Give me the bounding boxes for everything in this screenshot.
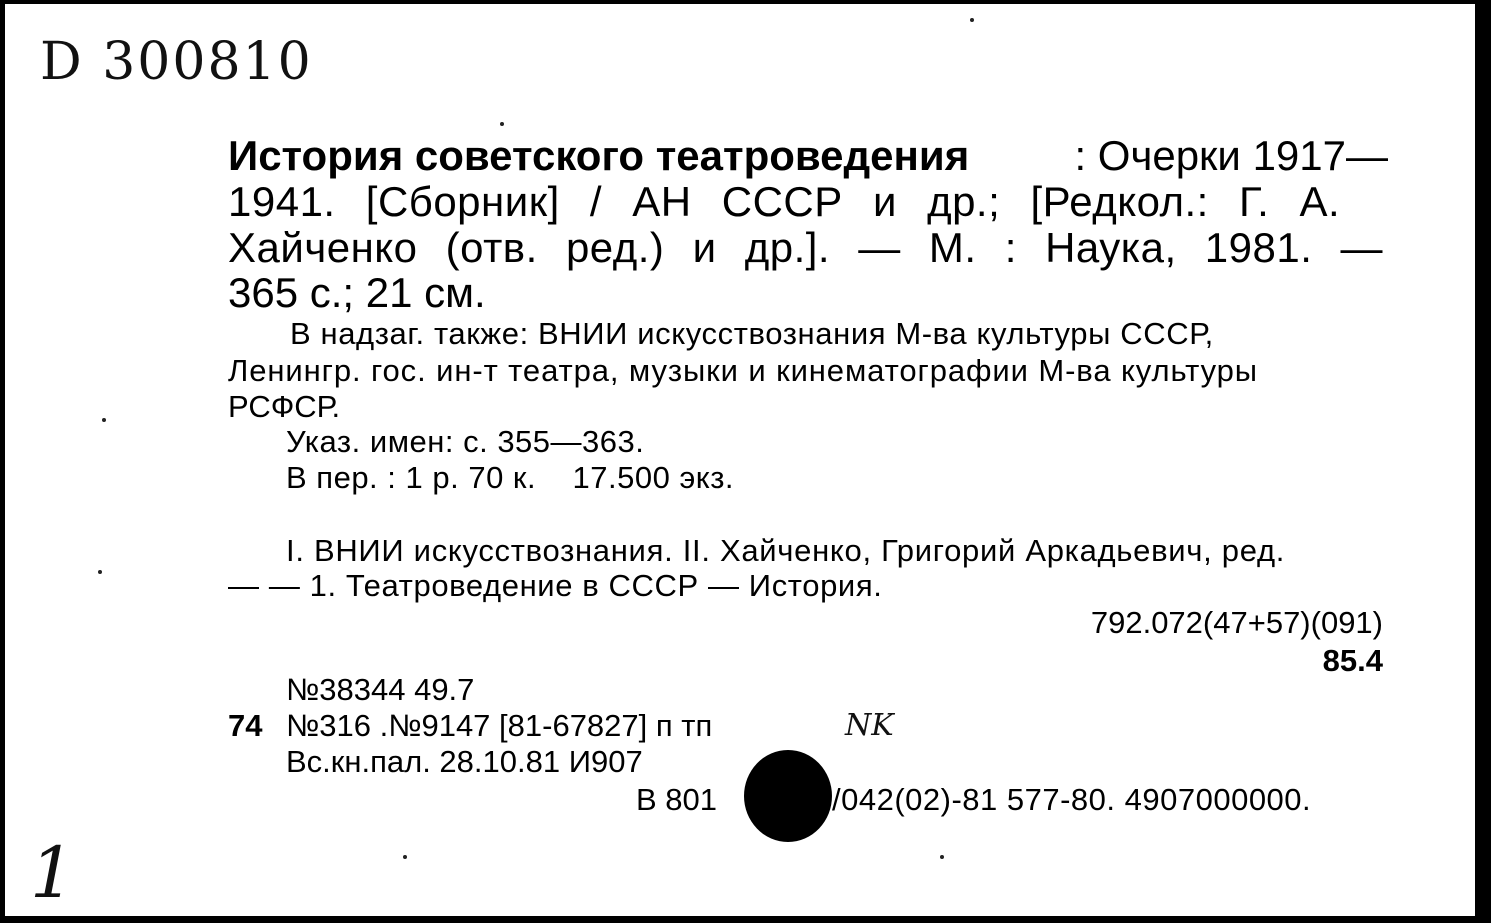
note-index: Указ. имен: с. 355—363. [286,424,645,459]
title-line-1 [228,133,1388,179]
card-border-right [1475,0,1491,923]
tracing-line-1: I. ВНИИ искусствознания. II. Хайченко, Григорий Аркадьевич, ред. [286,533,1286,568]
speck [102,418,106,422]
note-price: В пер. : 1 р. 70 к. 17.500 экз. [286,460,735,495]
title-line-2: 1941. [Сборник] / АН СССР и др.; [Редкол.: Г. А. [228,178,1341,225]
isbn-left: В 801 [636,782,718,817]
number-74: 74 [228,708,263,743]
speck [500,122,504,126]
note-parallel-title-1: В надзаг. также: ВНИИ искусствознания М-ва культуры СССР, [290,316,1214,351]
card-border-top [0,0,1491,4]
title-rest: : Очерки 1917— [1074,132,1388,179]
title-bold: История советского театроведения [228,132,970,179]
registry-line: Вс.кн.пал. 28.10.81 И907 [286,744,643,779]
note-parallel-title-3: РСФСР. [228,389,341,424]
handwritten-tag: NK [845,708,894,743]
bbk-index: 85.4 [1322,643,1383,678]
isbn-right: /042(02)-81 577-80. 4907000000. [832,782,1312,817]
udc-index: 792.072(47+57)(091) [1090,605,1383,640]
ink-blot [744,750,832,842]
handwritten-page-mark: 1 [30,832,75,914]
tracing-line-2: — — 1. Театроведение в СССР — История. [228,568,883,603]
speck [940,855,944,859]
order-number: №38344 49.7 [286,672,475,707]
title-line-4: 365 с.; 21 см. [228,269,486,316]
title-line-3: Хайченко (отв. ред.) и др.]. — М. : Наука, 1981. — [228,224,1384,271]
speck [970,18,974,22]
call-number: D 300810 [40,32,313,92]
card-border-bottom [0,916,1491,923]
order-details: №316 .№9147 [81-67827] п тп [286,708,713,743]
speck [98,570,102,574]
card-border-left [0,0,5,923]
note-parallel-title-2: Ленингр. гос. ин-т театра, музыки и кинематографии М-ва культуры [228,353,1258,388]
speck [403,855,407,859]
